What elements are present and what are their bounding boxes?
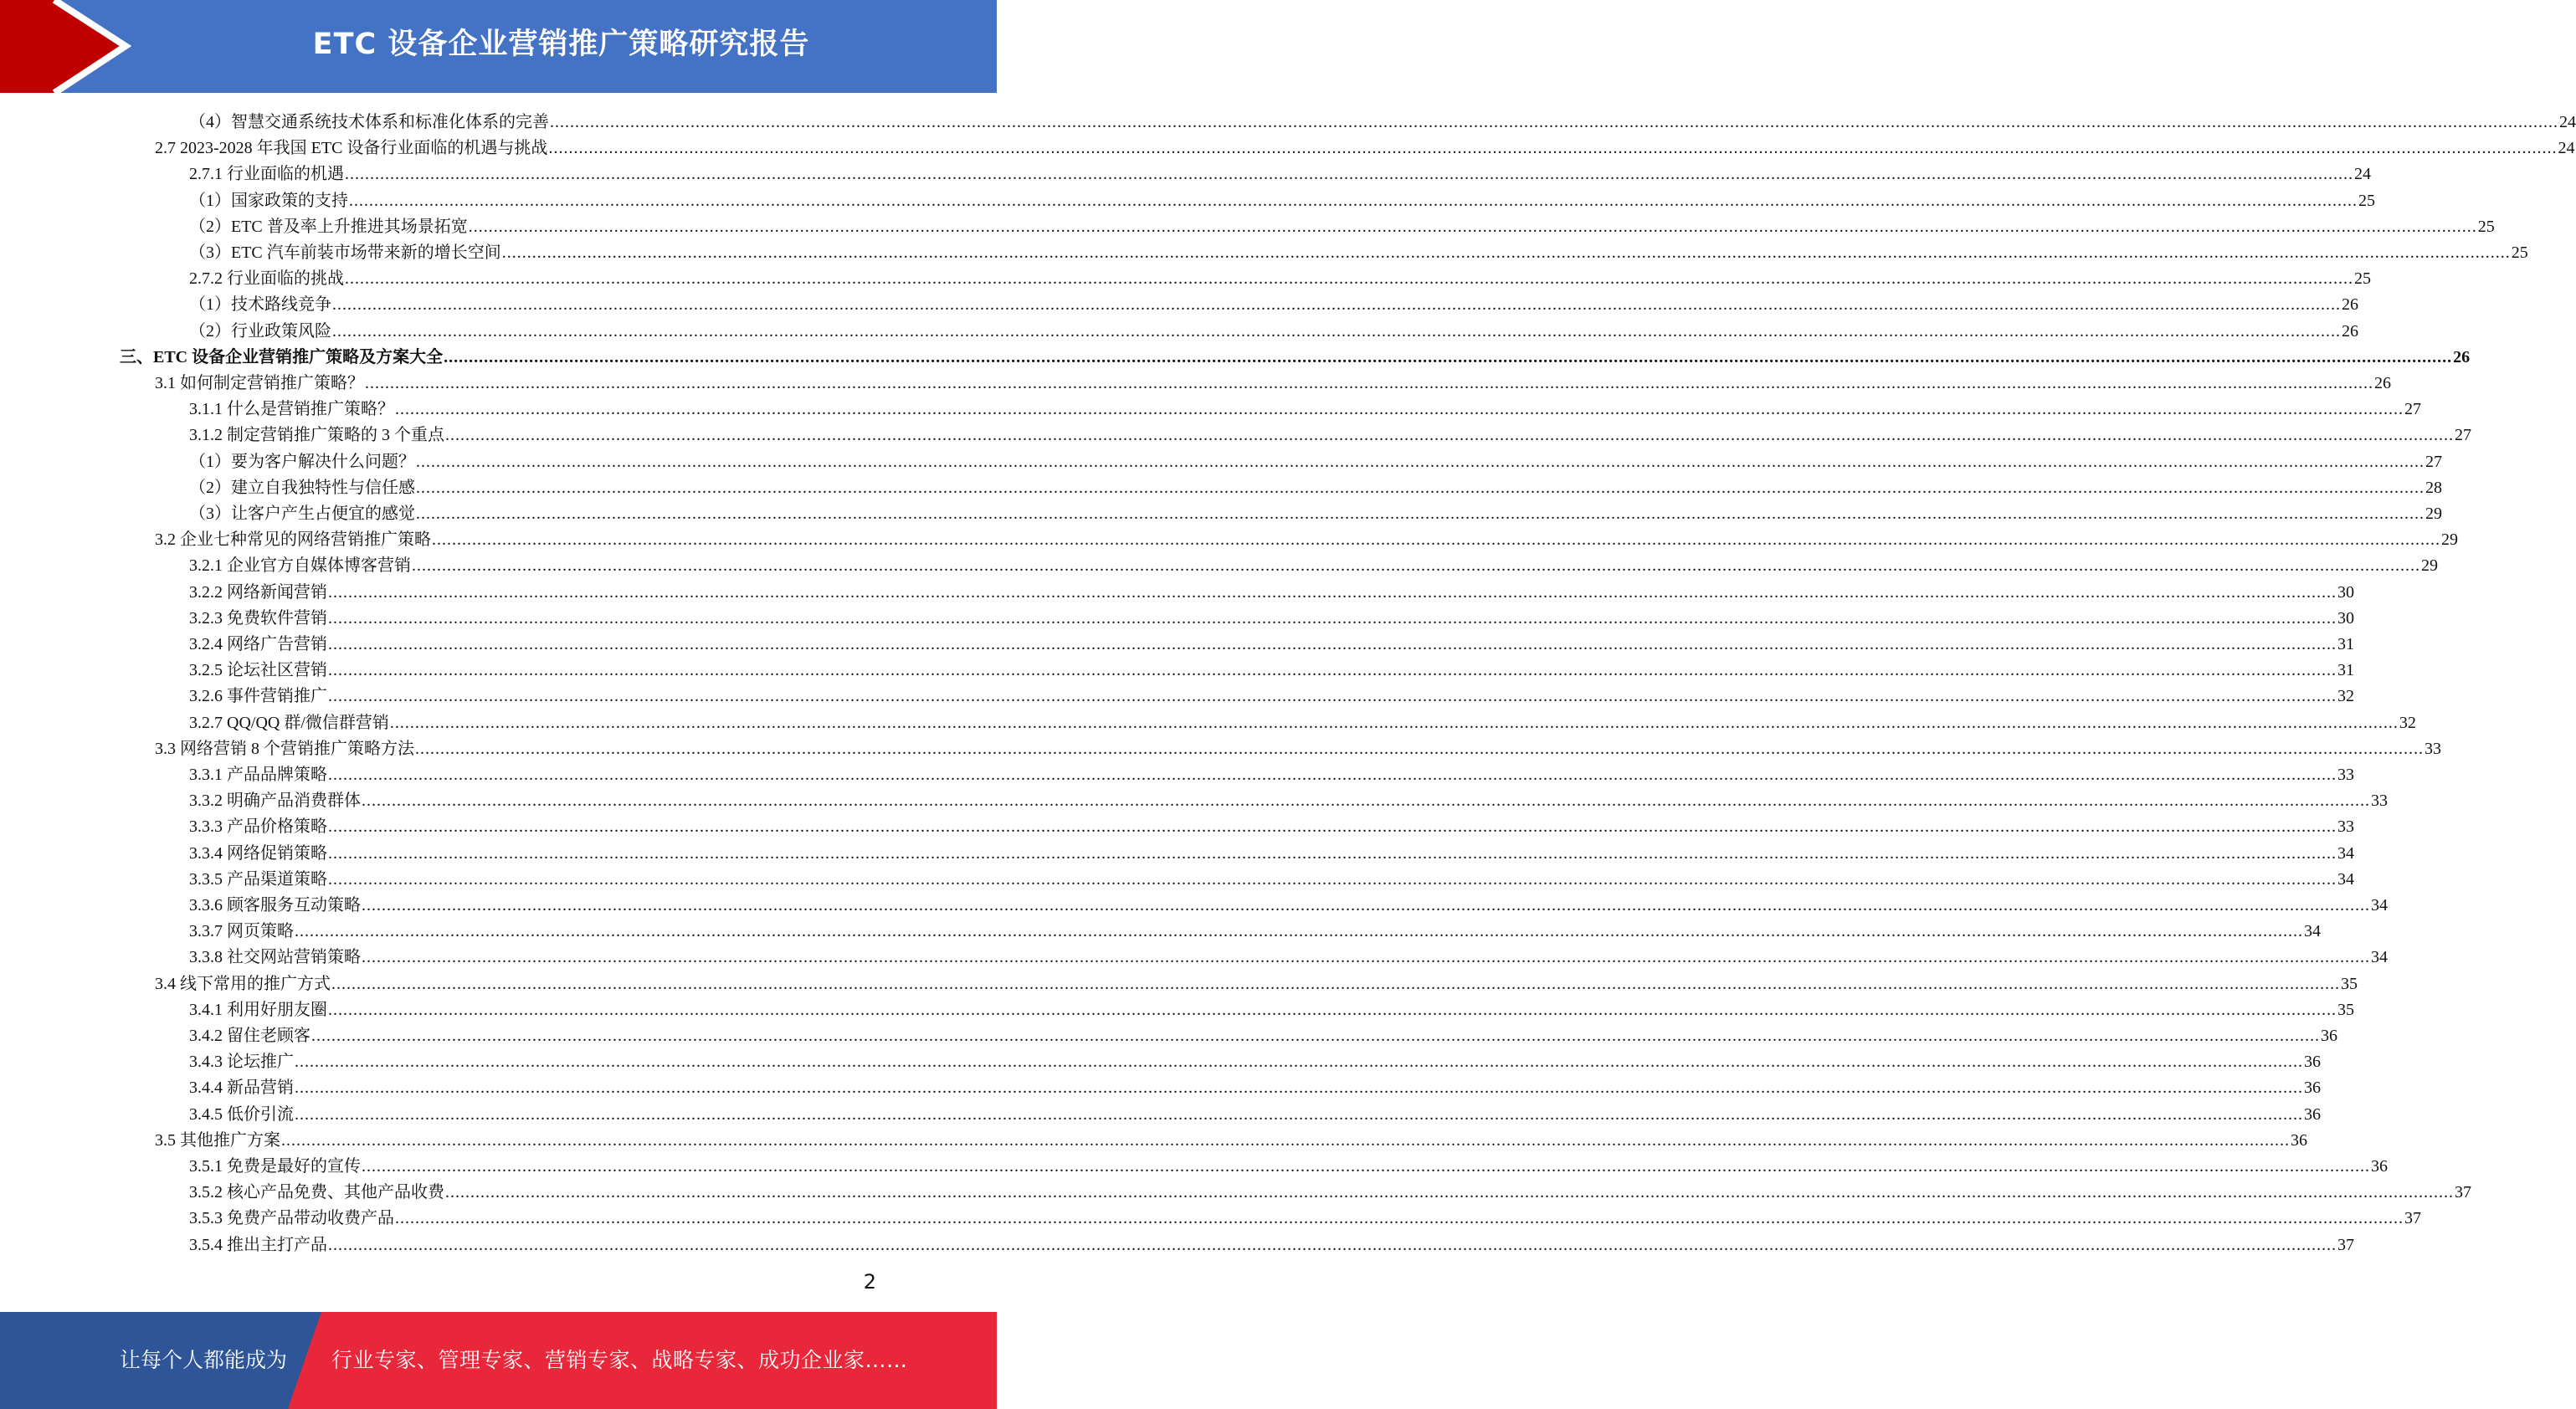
toc-entry-label: 3.5.1 免费是最好的宣传 [189, 1157, 361, 1176]
toc-entry-label: 3.2.3 免费软件营销 [189, 609, 327, 628]
toc-entry-label: （2）建立自我独特性与信任感 [189, 479, 415, 497]
toc-leader-dots: ................................................................................................................................................................................................................................................................................................................................................................................................................ [311, 1027, 2320, 1045]
toc-entry[interactable] [189, 106, 2576, 132]
toc-leader-dots: ................................................................................................................................................................................................................................................................................................................................................................................................................ [362, 948, 2370, 966]
footer-slogan-left: 让每个人都能成为 [120, 1348, 288, 1372]
toc-leader-dots: ................................................................................................................................................................................................................................................................................................................................................................................................................ [295, 1105, 2303, 1124]
toc-entry-page: 34 [2371, 896, 2388, 915]
toc-entry-label: （1）要为客户解决什么问题？ [189, 453, 415, 471]
toc-entry-page: 24 [2354, 165, 2371, 183]
toc-entry[interactable] [189, 785, 2388, 811]
toc-leader-dots: ................................................................................................................................................................................................................................................................................................................................................................................................................ [295, 1053, 2303, 1071]
toc-entry-page: 24 [2559, 113, 2576, 131]
toc-entry-page: 25 [2477, 218, 2495, 236]
toc-entry[interactable] [189, 237, 2528, 263]
toc-entry-label: 3.1.1 什么是营销推广策略？ [189, 400, 394, 418]
toc-entry-label: （2）行业政策风险 [189, 322, 331, 341]
toc-leader-dots: ................................................................................................................................................................................................................................................................................................................................................................................................................ [548, 139, 2558, 157]
toc-entry[interactable] [189, 550, 2438, 576]
toc-leader-dots: ................................................................................................................................................................................................................................................................................................................................................................................................................ [328, 1001, 2337, 1019]
toc-entry[interactable] [189, 1046, 2321, 1072]
toc-leader-dots: ................................................................................................................................................................................................................................................................................................................................................................................................................ [328, 1236, 2337, 1254]
toc-entry[interactable] [189, 941, 2388, 967]
toc-entry-page: 37 [2404, 1209, 2421, 1227]
toc-entry[interactable] [155, 968, 2358, 994]
toc-entry[interactable] [189, 419, 2471, 445]
toc-entry-page: 31 [2337, 661, 2354, 679]
toc-leader-dots: ................................................................................................................................................................................................................................................................................................................................................................................................................ [550, 113, 2558, 131]
toc-entry[interactable] [189, 994, 2354, 1020]
toc-entry-label: 3.2.5 论坛社区营销 [189, 661, 327, 679]
toc-entry[interactable] [155, 524, 2458, 550]
red-arrow-decoration [0, 0, 142, 93]
toc-entry-page: 29 [2425, 505, 2442, 523]
toc-entry-page: 34 [2337, 870, 2354, 889]
toc-entry-page: 27 [2455, 426, 2471, 444]
toc-entry-page: 36 [2304, 1053, 2321, 1071]
toc-leader-dots: ................................................................................................................................................................................................................................................................................................................................................................................................................ [328, 609, 2337, 628]
toc-entry-page: 30 [2337, 609, 2354, 628]
toc-entry-label: 3.2.4 网络广告营销 [189, 635, 327, 653]
toc-leader-dots: ................................................................................................................................................................................................................................................................................................................................................................................................................ [328, 870, 2337, 889]
toc-entry-label: 3.3.3 产品价格策略 [189, 817, 327, 836]
toc-leader-dots: ................................................................................................................................................................................................................................................................................................................................................................................................................ [332, 295, 2341, 314]
toc-entry-page: 33 [2337, 766, 2354, 784]
toc-entry-page: 36 [2321, 1027, 2337, 1045]
toc-entry[interactable] [189, 472, 2442, 498]
toc-entry-page: 30 [2337, 583, 2354, 602]
toc-leader-dots: ................................................................................................................................................................................................................................................................................................................................................................................................................ [432, 530, 2440, 549]
toc-leader-dots: ................................................................................................................................................................................................................................................................................................................................................................................................................ [328, 635, 2337, 653]
toc-entry-label: 3.5 其他推广方案 [155, 1131, 280, 1150]
toc-entry-label: 3.3.6 顾客服务互动策略 [189, 896, 361, 915]
toc-leader-dots: ................................................................................................................................................................................................................................................................................................................................................................................................................ [362, 896, 2370, 915]
toc-entry-page: 36 [2304, 1079, 2321, 1097]
toc-entry[interactable] [189, 393, 2421, 419]
toc-entry[interactable] [120, 341, 2471, 367]
toc-leader-dots: ................................................................................................................................................................................................................................................................................................................................................................................................................ [328, 583, 2337, 602]
toc-entry[interactable] [189, 1202, 2421, 1228]
toc-entry[interactable] [189, 158, 2371, 184]
toc-entry-page: 35 [2341, 975, 2358, 993]
toc-entry-page: 25 [2358, 192, 2375, 210]
toc-entry[interactable] [155, 132, 2575, 158]
toc-entry-page: 34 [2371, 948, 2388, 966]
document-title: ETC 设备企业营销推广策略研究报告 [312, 28, 810, 61]
toc-leader-dots: ................................................................................................................................................................................................................................................................................................................................................................................................................ [445, 426, 2454, 444]
toc-entry-page: 34 [2337, 844, 2354, 863]
toc-entry-page: 33 [2337, 817, 2354, 836]
toc-leader-dots: ................................................................................................................................................................................................................................................................................................................................................................................................................ [416, 453, 2425, 471]
toc-leader-dots: ................................................................................................................................................................................................................................................................................................................................................................................................................ [332, 322, 2341, 341]
toc-entry-label: 3.4.3 论坛推广 [189, 1053, 294, 1071]
toc-entry[interactable] [189, 863, 2354, 889]
toc-entry[interactable] [189, 811, 2354, 837]
toc-entry[interactable] [189, 759, 2354, 785]
toc-leader-dots: ................................................................................................................................................................................................................................................................................................................................................................................................................ [362, 792, 2370, 810]
toc-leader-dots: ................................................................................................................................................................................................................................................................................................................................................................................................................ [395, 400, 2404, 418]
toc-entry[interactable] [189, 263, 2371, 289]
toc-leader-dots: ................................................................................................................................................................................................................................................................................................................................................................................................................ [328, 687, 2337, 705]
toc-entry-label: 3.5.2 核心产品免费、其他产品收费 [189, 1183, 444, 1201]
toc-entry-label: 3.3.2 明确产品消费群体 [189, 792, 361, 810]
toc-entry-label: （1）国家政策的支持 [189, 192, 348, 210]
toc-entry-label: （3）ETC 汽车前装市场带来新的增长空间 [189, 243, 501, 262]
toc-entry[interactable] [189, 1020, 2337, 1046]
toc-entry[interactable] [189, 889, 2388, 915]
toc-entry-label: 2.7.2 行业面临的挑战 [189, 269, 344, 288]
toc-leader-dots: ................................................................................................................................................................................................................................................................................................................................................................................................................ [444, 348, 2453, 366]
toc-leader-dots: ................................................................................................................................................................................................................................................................................................................................................................................................................ [328, 661, 2337, 679]
toc-entry-page: 26 [2374, 374, 2391, 392]
toc-entry-page: 26 [2342, 322, 2358, 341]
toc-entry-page: 32 [2399, 714, 2416, 732]
page-number: 2 [863, 1270, 876, 1294]
toc-entry[interactable] [189, 838, 2354, 863]
toc-leader-dots: ................................................................................................................................................................................................................................................................................................................................................................................................................ [349, 192, 2358, 210]
toc-entry-page: 36 [2291, 1131, 2307, 1150]
toc-entry-page: 37 [2337, 1236, 2354, 1254]
toc-leader-dots: ................................................................................................................................................................................................................................................................................................................................................................................................................ [345, 165, 2353, 183]
toc-entry[interactable] [189, 915, 2321, 941]
toc-leader-dots: ................................................................................................................................................................................................................................................................................................................................................................................................................ [365, 374, 2373, 392]
toc-entry-label: 3.1 如何制定营销推广策略？ [155, 374, 364, 392]
page-footer [0, 1312, 997, 1409]
toc-entry-page: 29 [2441, 530, 2458, 549]
toc-entry[interactable] [189, 185, 2375, 211]
toc-entry-page: 33 [2425, 740, 2441, 758]
toc-leader-dots: ................................................................................................................................................................................................................................................................................................................................................................................................................ [281, 1131, 2290, 1150]
toc-entry[interactable] [189, 211, 2495, 237]
toc-entry-label: （1）技术路线竞争 [189, 295, 331, 314]
toc-entry-label: 2.7 2023-2028 年我国 ETC 设备行业面临的机遇与挑战 [155, 139, 548, 157]
toc-leader-dots: ................................................................................................................................................................................................................................................................................................................................................................................................................ [345, 269, 2353, 288]
toc-entry[interactable] [189, 707, 2416, 733]
toc-entry-page: 25 [2511, 243, 2528, 262]
toc-leader-dots: ................................................................................................................................................................................................................................................................................................................................................................................................................ [412, 556, 2420, 575]
toc-leader-dots: ................................................................................................................................................................................................................................................................................................................................................................................................................ [445, 1183, 2454, 1201]
toc-leader-dots: ................................................................................................................................................................................................................................................................................................................................................................................................................ [395, 1209, 2404, 1227]
toc-entry-page: 36 [2371, 1157, 2388, 1176]
toc-entry[interactable] [155, 367, 2391, 393]
toc-entry[interactable] [189, 628, 2354, 654]
toc-entry[interactable] [189, 1099, 2321, 1125]
toc-entry-page: 34 [2304, 922, 2321, 940]
toc-entry[interactable] [189, 315, 2358, 341]
toc-entry-label: 3.2.7 QQ/QQ 群/微信群营销 [189, 714, 389, 732]
toc-entry-page: 32 [2337, 687, 2354, 705]
toc-leader-dots: ................................................................................................................................................................................................................................................................................................................................................................................................................ [328, 817, 2337, 836]
toc-entry-label: 3.2.2 网络新闻营销 [189, 583, 327, 602]
toc-entry-page: 37 [2455, 1183, 2471, 1201]
toc-entry[interactable] [189, 498, 2442, 524]
toc-leader-dots: ................................................................................................................................................................................................................................................................................................................................................................................................................ [295, 922, 2303, 940]
toc-leader-dots: ................................................................................................................................................................................................................................................................................................................................................................................................................ [415, 740, 2424, 758]
toc-entry-page: 33 [2371, 792, 2388, 810]
toc-entry-label: 3.2 企业七种常见的网络营销推广策略 [155, 530, 431, 549]
toc-entry-label: 3.1.2 制定营销推广策略的 3 个重点 [189, 426, 444, 444]
toc-entry-label: 3.4.1 利用好朋友圈 [189, 1001, 327, 1019]
toc-leader-dots: ................................................................................................................................................................................................................................................................................................................................................................................................................ [328, 844, 2337, 863]
toc-entry[interactable] [189, 654, 2354, 680]
toc-leader-dots: ................................................................................................................................................................................................................................................................................................................................................................................................................ [295, 1079, 2303, 1097]
toc-entry-page: 28 [2425, 479, 2442, 497]
toc-entry-page: 36 [2304, 1105, 2321, 1124]
toc-entry[interactable] [189, 1176, 2471, 1202]
toc-entry-label: 3.3 网络营销 8 个营销推广策略方法 [155, 740, 414, 758]
toc-entry-label: 3.2.1 企业官方自媒体博客营销 [189, 556, 411, 575]
toc-entry-label: 3.3.4 网络促销策略 [189, 844, 327, 863]
toc-leader-dots: ................................................................................................................................................................................................................................................................................................................................................................................................................ [501, 243, 2511, 262]
toc-entry-page: 26 [2453, 348, 2471, 366]
footer-slogan-right: 行业专家、管理专家、营销专家、战略专家、成功企业家…… [331, 1348, 908, 1372]
toc-entry-label: 3.4.2 留住老顾客 [189, 1027, 310, 1045]
toc-entry[interactable] [189, 1229, 2354, 1255]
toc-entry-label: 3.4 线下常用的推广方式 [155, 975, 331, 993]
toc-entry-label: 三、ETC 设备企业营销推广策略及方案大全 [120, 348, 444, 366]
toc-entry-label: 3.3.7 网页策略 [189, 922, 294, 940]
toc-leader-dots: ................................................................................................................................................................................................................................................................................................................................................................................................................ [416, 505, 2425, 523]
toc-entry-page: 24 [2558, 139, 2575, 157]
toc-entry[interactable] [189, 602, 2354, 628]
toc-entry[interactable] [189, 1150, 2388, 1176]
page-header [0, 0, 997, 93]
toc-entry-label: 2.7.1 行业面临的机遇 [189, 165, 344, 183]
toc-entry[interactable] [155, 733, 2441, 759]
toc-entry[interactable] [189, 289, 2358, 315]
toc-entry[interactable] [155, 1125, 2307, 1150]
toc-entry[interactable] [189, 680, 2354, 706]
toc-entry-label: （4）智慧交通系统技术体系和标准化体系的完善 [189, 113, 549, 131]
toc-entry-label: 3.3.8 社交网站营销策略 [189, 948, 361, 966]
toc-entry-label: 3.4.4 新品营销 [189, 1079, 294, 1097]
toc-entry-label: （3）让客户产生占便宜的感觉 [189, 505, 415, 523]
toc-leader-dots: ................................................................................................................................................................................................................................................................................................................................................................................................................ [328, 766, 2337, 784]
toc-leader-dots: ................................................................................................................................................................................................................................................................................................................................................................................................................ [416, 479, 2425, 497]
toc-leader-dots: ................................................................................................................................................................................................................................................................................................................................................................................................................ [389, 714, 2399, 732]
toc-entry-page: 25 [2354, 269, 2371, 288]
toc-entry-page: 35 [2337, 1001, 2354, 1019]
toc-entry[interactable] [189, 446, 2442, 472]
toc-leader-dots: ................................................................................................................................................................................................................................................................................................................................................................................................................ [468, 218, 2477, 236]
toc-entry-label: 3.4.5 低价引流 [189, 1105, 294, 1124]
toc-entry-label: 3.3.1 产品品牌策略 [189, 766, 327, 784]
toc-entry[interactable] [189, 1072, 2321, 1098]
toc-entry-label: 3.5.3 免费产品带动收费产品 [189, 1209, 394, 1227]
toc-leader-dots: ................................................................................................................................................................................................................................................................................................................................................................................................................ [362, 1157, 2370, 1176]
toc-leader-dots: ................................................................................................................................................................................................................................................................................................................................................................................................................ [331, 975, 2340, 993]
toc-entry-label: （2）ETC 普及率上升推进其场景拓宽 [189, 218, 468, 236]
toc-entry-label: 3.3.5 产品渠道策略 [189, 870, 327, 889]
toc-entry-label: 3.2.6 事件营销推广 [189, 687, 327, 705]
toc-entry-page: 31 [2337, 635, 2354, 653]
toc-entry-page: 26 [2342, 295, 2358, 314]
toc-entry-page: 27 [2425, 453, 2442, 471]
toc-entry[interactable] [189, 576, 2354, 602]
toc-entry-label: 3.5.4 推出主打产品 [189, 1236, 327, 1254]
toc-entry-page: 27 [2404, 400, 2421, 418]
toc-entry-page: 29 [2421, 556, 2438, 575]
